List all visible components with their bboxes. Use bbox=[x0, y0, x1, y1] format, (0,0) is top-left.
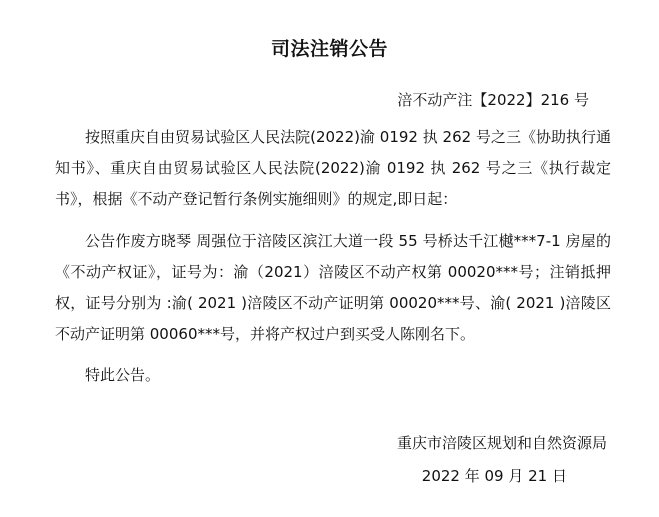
paragraph-cancellation: 公告作废方晓琴 周强位于涪陵区滨江大道一段 55 号桥达千江樾***7-1 房屋的《不动产权证》，证号为：渝（2021）涪陵区不动产权第 00020***号；注销抵押权，证号分别为 :渝( 2021 )涪陵区不动产证明第 00020***号、渝( 2021 )涪陵区不动产证明第 00060***号，并将产权过户到买受人陈刚名下。 bbox=[55, 232, 611, 343]
document-title: 司法注销公告 bbox=[270, 38, 388, 60]
paragraph-basis: 按照重庆自由贸易试验区人民法院(2022)渝 0192 执 262 号之三《协助执行通知书》、重庆自由贸易试验区人民法院(2022)渝 0192 执 262 号之三《执行裁定书》，根据《不动产登记暂行条例实施细则》的规定,即日起： bbox=[55, 128, 611, 208]
document-number: 涪不动产注【2022】216 号 bbox=[397, 91, 589, 109]
issue-date: 2022 年 09 月 21 日 bbox=[421, 467, 567, 485]
issuing-organization: 重庆市涪陵区规划和自然资源局 bbox=[396, 434, 607, 452]
paragraph-closing: 特此公告。 bbox=[85, 366, 161, 384]
